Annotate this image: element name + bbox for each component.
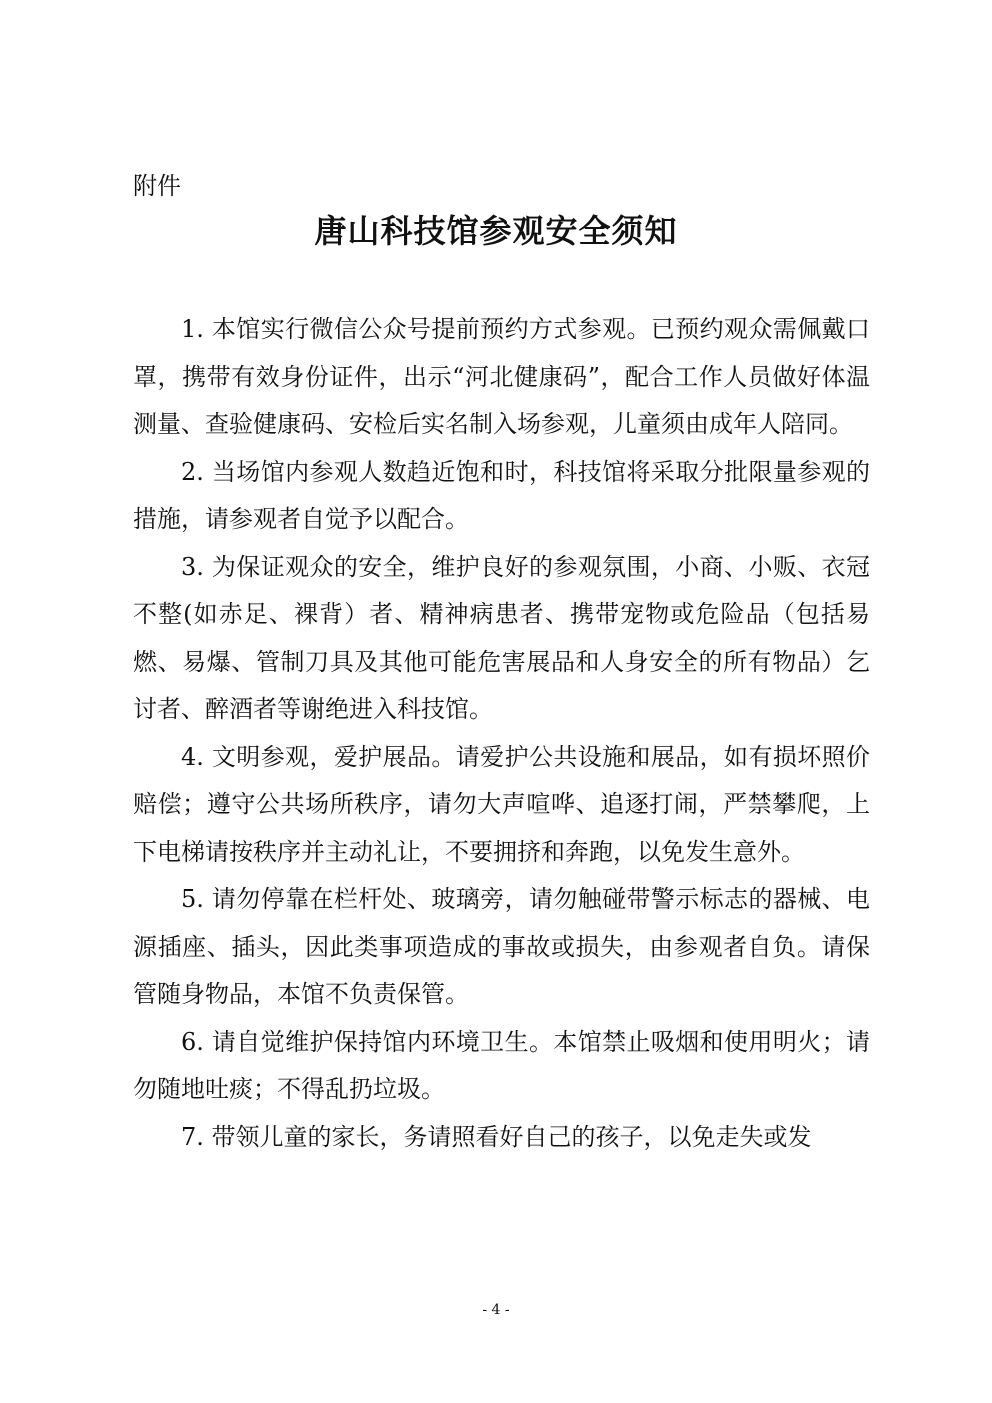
paragraph-1: 1. 本馆实行微信公众号提前预约方式参观。已预约观众需佩戴口罩，携带有效身份证件，出示“河北健康码”，配合工作人员做好体温测量、查验健康码、安检后实名制入场参观，儿童须由成年人陪同。 — [133, 315, 870, 438]
document-body — [133, 306, 870, 1161]
paragraph-2: 2. 当场馆内参观人数趋近饱和时，科技馆将采取分批限量参观的措施，请参观者自觉予以配合。 — [133, 457, 870, 533]
paragraph-3: 3. 为保证观众的安全，维护良好的参观氛围，小商、小贩、衣冠不整(如赤足、裸背）者、精神病患者、携带宠物或危险品（包括易燃、易爆、管制刀具及其他可能危害展品和人身安全的所有物品）乞讨者、醉酒者等谢绝进入科技馆。 — [133, 552, 870, 723]
paragraph-5: 5. 请勿停靠在栏杆处、玻璃旁，请勿触碰带警示标志的器械、电源插座、插头，因此类事项造成的事故或损失，由参观者自负。请保管随身物品，本馆不负责保管。 — [133, 885, 870, 1008]
paragraph-6: 6. 请自觉维护保持馆内环境卫生。本馆禁止吸烟和使用明火；请勿随地吐痰；不得乱扔垃圾。 — [133, 1027, 870, 1103]
attachment-label: 附件 — [133, 172, 181, 200]
paragraph-7: 7. 带领儿童的家长，务请照看好自己的孩子，以免走失或发 — [181, 1122, 812, 1151]
paragraph-4: 4. 文明参观，爱护展品。请爱护公共设施和展品，如有损坏照价赔偿；遵守公共场所秩序，请勿大声喧哗、追逐打闹，严禁攀爬，上下电梯请按秩序并主动礼让，不要拥挤和奔跑，以免发生意外。 — [133, 742, 870, 866]
page-number: - 4 - — [482, 1302, 510, 1318]
page-title: 唐山科技馆参观安全须知 — [314, 212, 678, 250]
